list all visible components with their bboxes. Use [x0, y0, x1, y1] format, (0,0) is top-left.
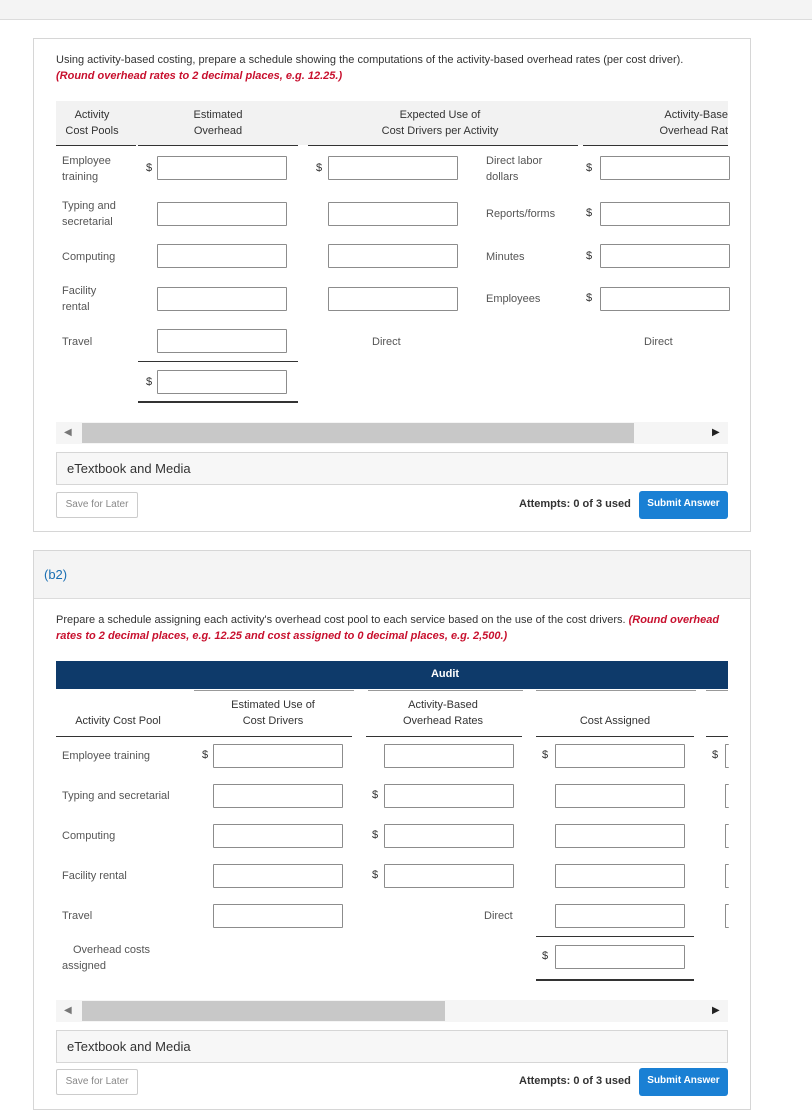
scroll-left-icon[interactable]: ◀ [64, 1005, 72, 1016]
header-expected-use: Expected Use of Cost Drivers per Activity [381, 109, 499, 137]
total-overhead-input[interactable] [157, 370, 287, 394]
etextbook-media-link[interactable]: eTextbook and Media [56, 1030, 728, 1063]
row-facility-label: Facility rental [62, 285, 97, 313]
abc-rate-input[interactable] [384, 824, 514, 848]
header-activity-cost-pool: Activity Cost Pool [75, 715, 161, 727]
part2-label: (b2) [44, 567, 68, 582]
save-for-later-button[interactable]: Save for Later [56, 1069, 138, 1095]
currency-sign: $ [712, 749, 719, 761]
header-rule [368, 690, 523, 691]
estimated-use-input[interactable] [213, 824, 343, 848]
total-rule-top [536, 936, 694, 937]
currency-sign: $ [316, 162, 323, 174]
row-computing-label: Computing [62, 830, 116, 842]
top-strip [0, 0, 812, 20]
etextbook-media-link[interactable]: eTextbook and Media [56, 452, 728, 485]
header-activity-cost-pools: Activity Cost Pools [65, 109, 119, 137]
total-rule-bottom [536, 979, 694, 981]
currency-sign: $ [586, 292, 593, 304]
abc-rate-input[interactable] [600, 287, 730, 311]
row-typing-label: Typing and secretarial [62, 790, 170, 802]
driver-label: Direct labor dollars [486, 155, 543, 183]
row-employee-training-label: Employee training [62, 750, 151, 762]
overhead-costs-assigned-label: Overhead costs assigned [62, 944, 151, 972]
direct-label: Direct [484, 910, 513, 922]
attempts-counter: Attempts: 0 of 3 used [519, 498, 631, 510]
header-rule [194, 690, 354, 691]
cost-assigned-input-cut[interactable] [725, 784, 729, 808]
currency-sign: $ [372, 789, 379, 801]
cost-assigned-input-cut[interactable] [725, 864, 729, 888]
attempts-counter: Attempts: 0 of 3 used [519, 1075, 631, 1087]
part2-label-bar [34, 551, 750, 599]
cost-assigned-input[interactable] [555, 904, 685, 928]
row-employee-training-label: Employee training [62, 155, 111, 183]
currency-sign: $ [586, 250, 593, 262]
cost-assigned-input[interactable] [555, 744, 685, 768]
expected-use-input[interactable] [328, 202, 458, 226]
row-facility-label: Facility rental [62, 870, 127, 882]
header-rule [706, 690, 728, 691]
header-rule [308, 145, 578, 146]
header-cost-assigned: Cost Assigned [579, 715, 651, 727]
currency-sign: $ [586, 207, 593, 219]
estimated-use-input[interactable] [213, 784, 343, 808]
header-abc-rates: Activity-Based Overhead Rates [402, 699, 484, 727]
row-travel-label: Travel [62, 336, 93, 348]
cost-assigned-input[interactable] [555, 824, 685, 848]
estimated-overhead-input[interactable] [157, 156, 287, 180]
cost-assigned-input[interactable] [555, 784, 685, 808]
expected-use-input[interactable] [328, 244, 458, 268]
header-rule [536, 736, 694, 737]
submit-answer-button[interactable]: Submit Answer [639, 1068, 728, 1096]
scrollbar-thumb[interactable] [82, 1001, 445, 1021]
cost-assigned-input[interactable] [555, 864, 685, 888]
header-rule [138, 145, 298, 146]
total-cost-assigned-input[interactable] [555, 945, 685, 969]
header-rule [706, 736, 728, 737]
estimated-use-input[interactable] [213, 864, 343, 888]
row-computing-label: Computing [62, 251, 116, 263]
currency-sign: $ [372, 829, 379, 841]
total-rule-bottom [138, 401, 298, 403]
header-abc-rate: Activity-Base Overhead Rat [659, 109, 728, 137]
estimated-overhead-input[interactable] [157, 287, 287, 311]
scroll-right-icon[interactable]: ▶ [712, 427, 720, 438]
part1-rounding-note: (Round overhead rates to 2 decimal places, e.g. 12.25.) [56, 70, 343, 82]
direct-label: Direct [644, 336, 673, 348]
header-rule [536, 690, 696, 691]
estimated-overhead-input[interactable] [157, 329, 287, 353]
save-for-later-button[interactable]: Save for Later [56, 492, 138, 518]
header-rule [56, 145, 136, 146]
total-rule-top [138, 361, 298, 362]
abc-rate-input[interactable] [600, 156, 730, 180]
estimated-use-input[interactable] [213, 904, 343, 928]
abc-rate-input[interactable] [600, 244, 730, 268]
direct-label: Direct [372, 336, 401, 348]
expected-use-input[interactable] [328, 287, 458, 311]
header-rule [56, 736, 352, 737]
currency-sign: $ [542, 749, 549, 761]
header-estimated-use: Estimated Use of Cost Drivers [231, 699, 315, 727]
estimated-overhead-input[interactable] [157, 244, 287, 268]
currency-sign: $ [202, 749, 209, 761]
header-estimated-overhead: Estimated Overhead [193, 109, 243, 137]
driver-label: Reports/forms [486, 208, 556, 220]
abc-rate-input[interactable] [384, 744, 514, 768]
scroll-left-icon[interactable]: ◀ [64, 427, 72, 438]
expected-use-input[interactable] [328, 156, 458, 180]
abc-rate-input[interactable] [384, 784, 514, 808]
header-rule [366, 736, 522, 737]
part1-instructions: Using activity-based costing, prepare a schedule showing the computations of the activity-based overhead rates (per cost driver). (Round overhead rates to 2 decimal places, e.g. 12.25.) [56, 54, 684, 82]
estimated-overhead-input[interactable] [157, 202, 287, 226]
currency-sign: $ [146, 162, 153, 174]
abc-rate-input[interactable] [600, 202, 730, 226]
scroll-right-icon[interactable]: ▶ [712, 1005, 720, 1016]
currency-sign: $ [146, 376, 153, 388]
currency-sign: $ [542, 950, 549, 962]
submit-answer-button[interactable]: Submit Answer [639, 491, 728, 519]
estimated-use-input[interactable] [213, 744, 343, 768]
part2-instructions: Prepare a schedule assigning each activity's overhead cost pool to each service based on the use of the cost drivers. (Round overhead rates to 2 decimal places, e.g. 12.25 and cost assigned to 0 decimal places, e.g. 2,500.) [56, 614, 720, 642]
currency-sign: $ [586, 162, 593, 174]
cost-assigned-input-cut[interactable] [725, 904, 729, 928]
driver-label: Employees [486, 293, 541, 305]
header-rule [583, 145, 728, 146]
cost-assigned-input-cut[interactable] [725, 744, 729, 768]
abc-rate-input[interactable] [384, 864, 514, 888]
row-travel-label: Travel [62, 910, 93, 922]
driver-label: Minutes [486, 251, 525, 263]
audit-title: Audit [430, 668, 460, 680]
scrollbar-thumb[interactable] [82, 423, 634, 443]
currency-sign: $ [372, 869, 379, 881]
part2-rounding-note: (Round overhead rates to 2 decimal places, e.g. 12.25 and cost assigned to 0 decimal places, e.g. 2,500.) [56, 614, 720, 642]
row-typing-label: Typing and secretarial [62, 200, 116, 228]
cost-assigned-input-cut[interactable] [725, 824, 729, 848]
